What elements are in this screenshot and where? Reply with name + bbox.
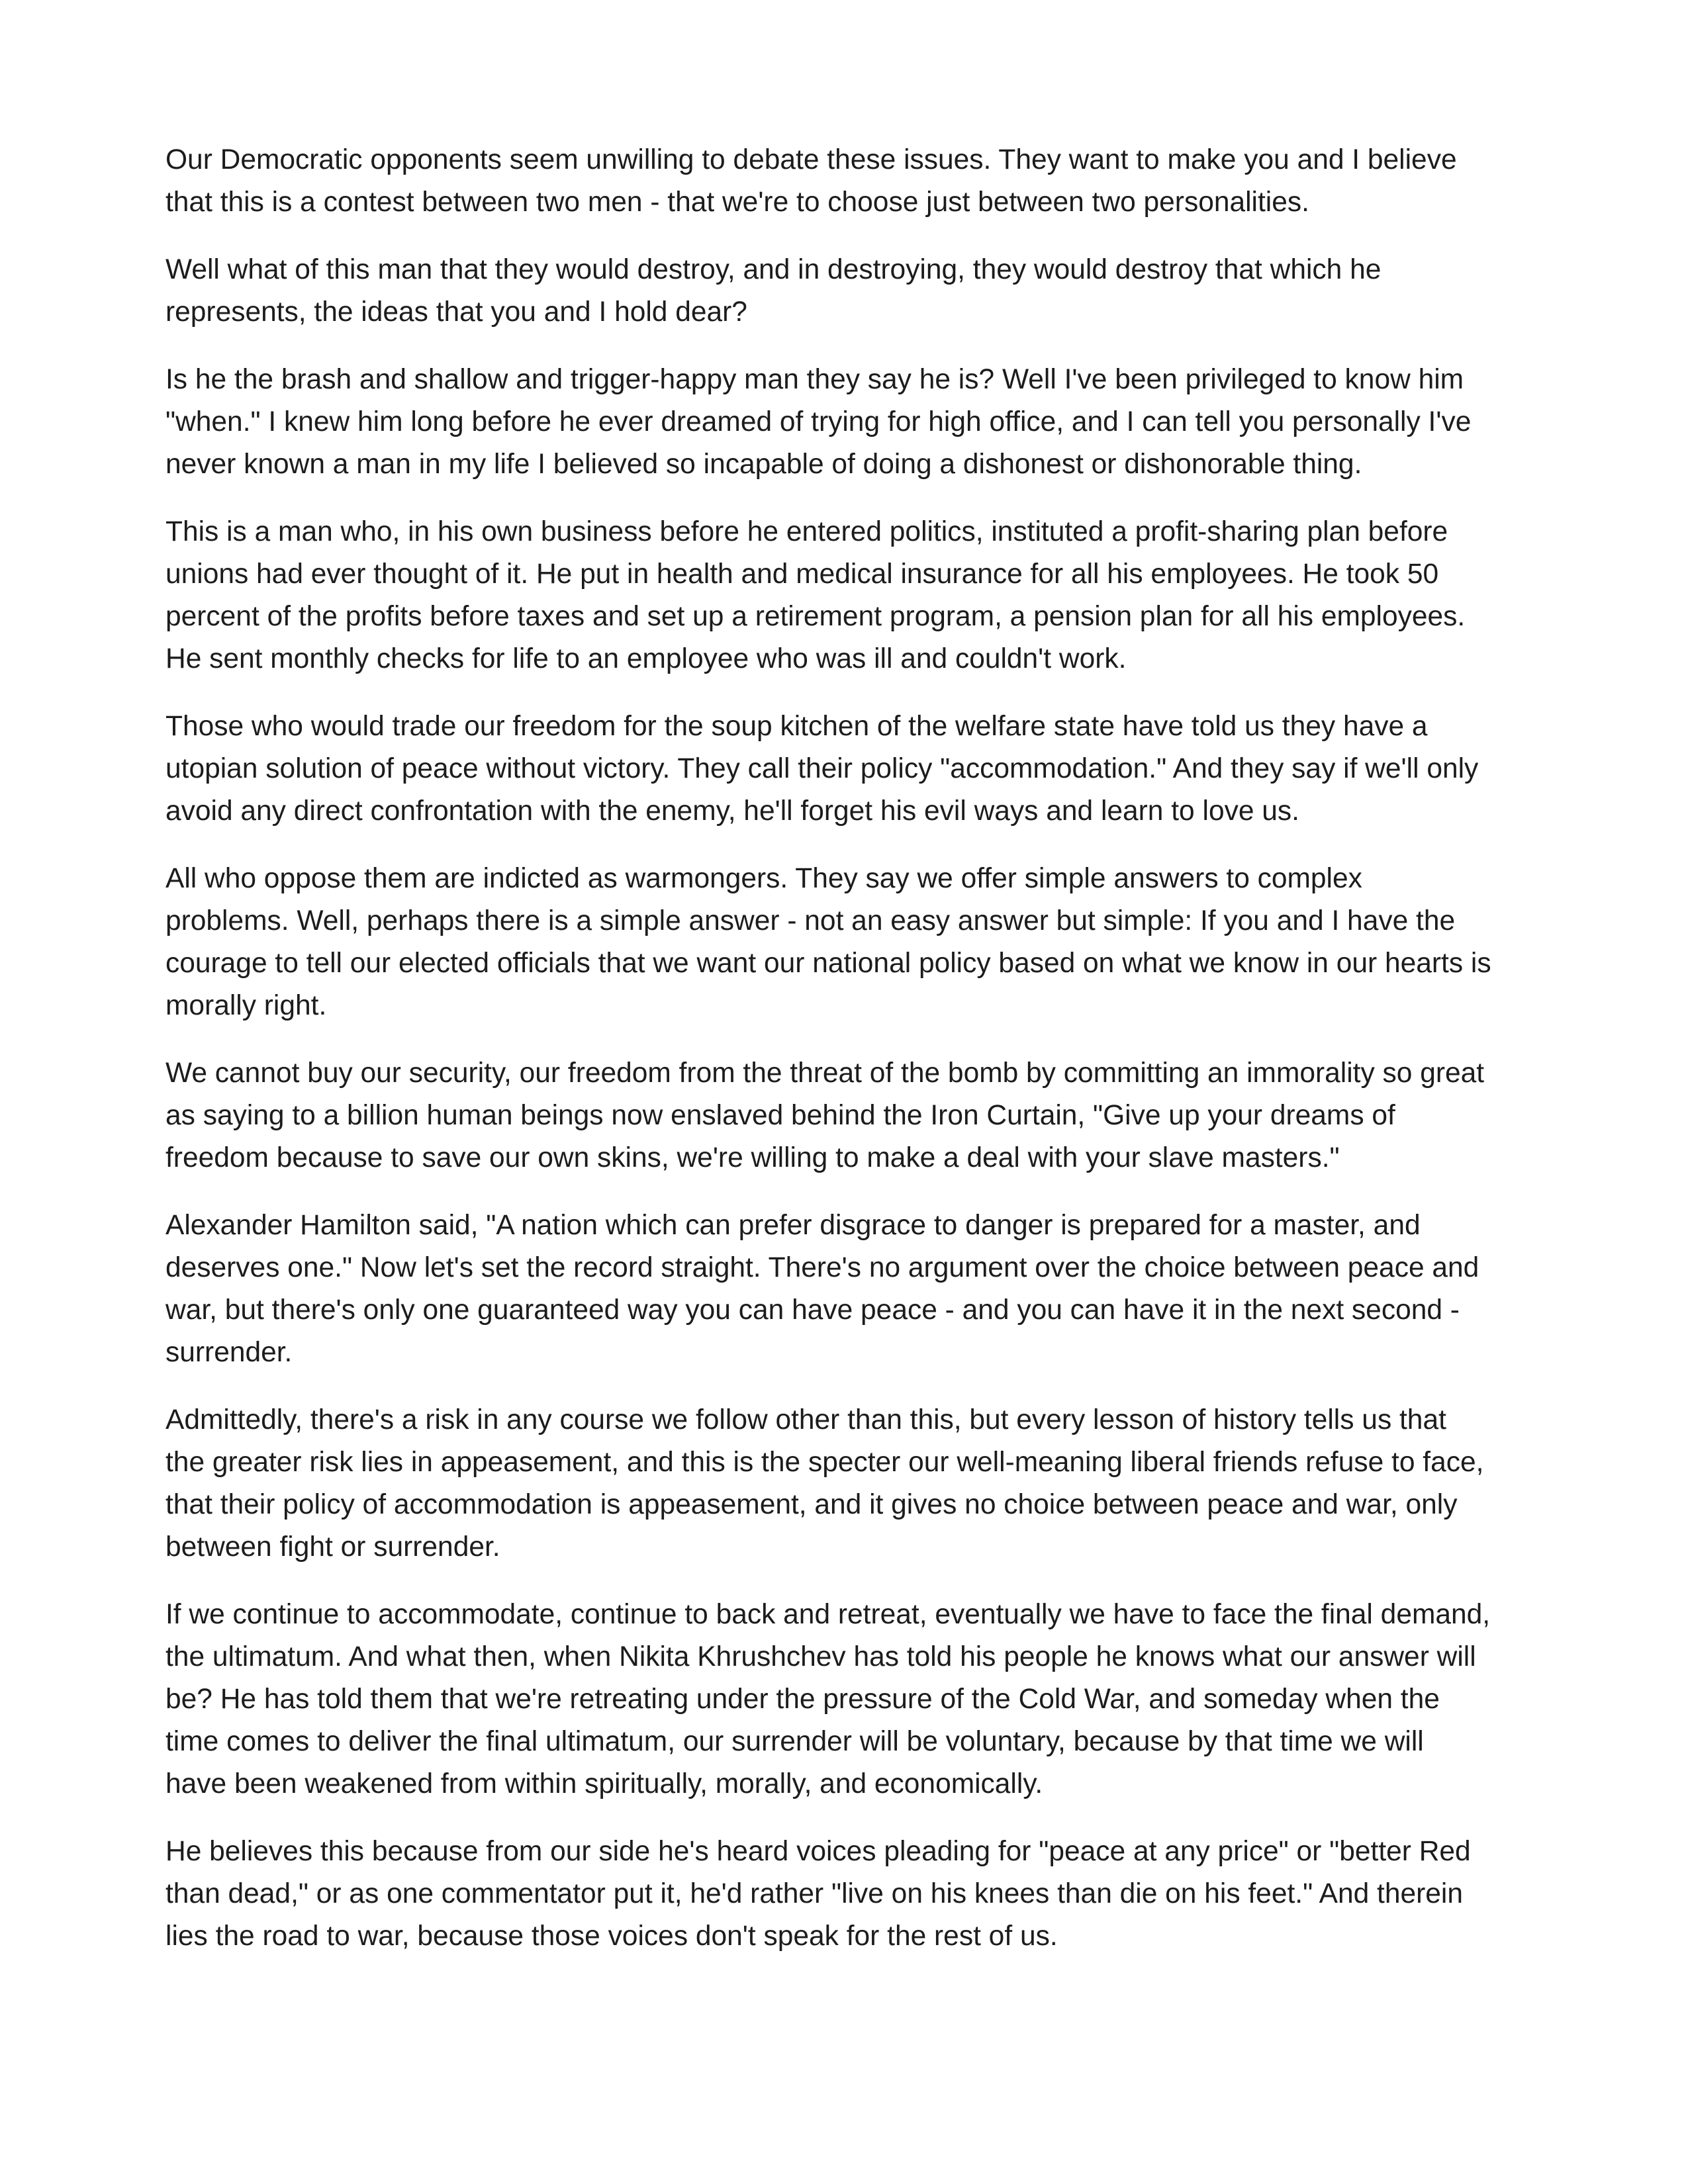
text-line: unions had ever thought of it. He put in health and medical insurance for all his employees. He took 50 (165, 559, 1439, 590)
text-line: Well what of this man that they would destroy, and in destroying, they would destroy that which he (165, 254, 1382, 285)
text-line: utopian solution of peace without victory. They call their policy "accommodation." And they say if we'll only (165, 753, 1479, 784)
paragraph-8 (165, 1205, 1523, 1374)
paragraph-10 (165, 1594, 1523, 1805)
paragraph-2 (165, 249, 1523, 334)
text-line: between fight or surrender. (165, 1531, 500, 1563)
text-line: than dead," or as one commentator put it, he'd rather "live on his knees than die on his feet." And therein (165, 1878, 1464, 1909)
text-line: avoid any direct confrontation with the enemy, he'll forget his evil ways and learn to love us. (165, 796, 1299, 827)
text-line: Alexander Hamilton said, "A nation which can prefer disgrace to danger is prepared for a master, and (165, 1210, 1421, 1241)
text-line: Is he the brash and shallow and trigger-happy man they say he is? Well I've been privileged to know him (165, 364, 1464, 395)
text-line: He sent monthly checks for life to an employee who was ill and couldn't work. (165, 643, 1127, 674)
paragraph-6 (165, 858, 1523, 1027)
text-line: Admittedly, there's a risk in any course we follow other than this, but every lesson of history tells us that (165, 1404, 1446, 1435)
text-line: as saying to a billion human beings now enslaved behind the Iron Curtain, "Give up your dreams of (165, 1100, 1395, 1131)
text-line: that their policy of accommodation is appeasement, and it gives no choice between peace and war, only (165, 1489, 1458, 1520)
paragraph-4 (165, 511, 1523, 680)
text-line: percent of the profits before taxes and set up a retirement program, a pension plan for all his employees. (165, 601, 1466, 632)
paragraph-3 (165, 359, 1523, 486)
text-line: have been weakened from within spiritually, morally, and economically. (165, 1768, 1043, 1799)
text-line: All who oppose them are indicted as warmongers. They say we offer simple answers to complex (165, 863, 1362, 894)
text-line: "when." I knew him long before he ever dreamed of trying for high office, and I can tell you personally I've (165, 406, 1472, 437)
text-line: time comes to deliver the final ultimatum, our surrender will be voluntary, because by that time we will (165, 1726, 1424, 1757)
text-line: lies the road to war, because those voices don't speak for the rest of us. (165, 1921, 1058, 1952)
text-line: be? He has told them that we're retreating under the pressure of the Cold War, and someday when the (165, 1684, 1440, 1715)
text-line: the greater risk lies in appeasement, and this is the specter our well-meaning liberal friends refuse to face, (165, 1447, 1484, 1478)
text-line: We cannot buy our security, our freedom from the threat of the bomb by committing an immorality so great (165, 1058, 1485, 1089)
paragraph-5 (165, 705, 1523, 833)
text-line: freedom because to save our own skins, we're willing to make a deal with your slave masters." (165, 1142, 1340, 1173)
text-line: courage to tell our elected officials that we want our national policy based on what we know in our hearts is (165, 948, 1491, 979)
text-line: deserves one." Now let's set the record straight. There's no argument over the choice between peace and (165, 1252, 1479, 1283)
text-line: If we continue to accommodate, continue to back and retreat, eventually we have to face the final demand, (165, 1599, 1491, 1630)
text-line: problems. Well, perhaps there is a simple answer - not an easy answer but simple: If you and I have the (165, 905, 1456, 936)
text-line: He believes this because from our side he's heard voices pleading for "peace at any price" or "better Red (165, 1836, 1471, 1867)
text-line: This is a man who, in his own business before he entered politics, instituted a profit-sharing plan before (165, 516, 1448, 547)
text-line: represents, the ideas that you and I hold dear? (165, 296, 747, 328)
text-line: surrender. (165, 1337, 293, 1368)
paragraph-11 (165, 1831, 1523, 1958)
text-line: the ultimatum. And what then, when Nikita Khrushchev has told his people he knows what our answer will (165, 1641, 1476, 1672)
paragraph-9 (165, 1399, 1523, 1569)
text-line: war, but there's only one guaranteed way you can have peace - and you can have it in the next second - (165, 1295, 1460, 1326)
text-line: morally right. (165, 990, 327, 1021)
document-page (165, 139, 1523, 1983)
text-line: never known a man in my life I believed so incapable of doing a dishonest or dishonorable thing. (165, 449, 1362, 480)
paragraph-1 (165, 139, 1523, 224)
text-line: that this is a contest between two men - that we're to choose just between two personalities. (165, 187, 1309, 218)
text-line: Our Democratic opponents seem unwilling to debate these issues. They want to make you and I believe (165, 144, 1457, 175)
text-line: Those who would trade our freedom for the soup kitchen of the welfare state have told us they have a (165, 711, 1428, 742)
paragraph-7 (165, 1052, 1523, 1179)
